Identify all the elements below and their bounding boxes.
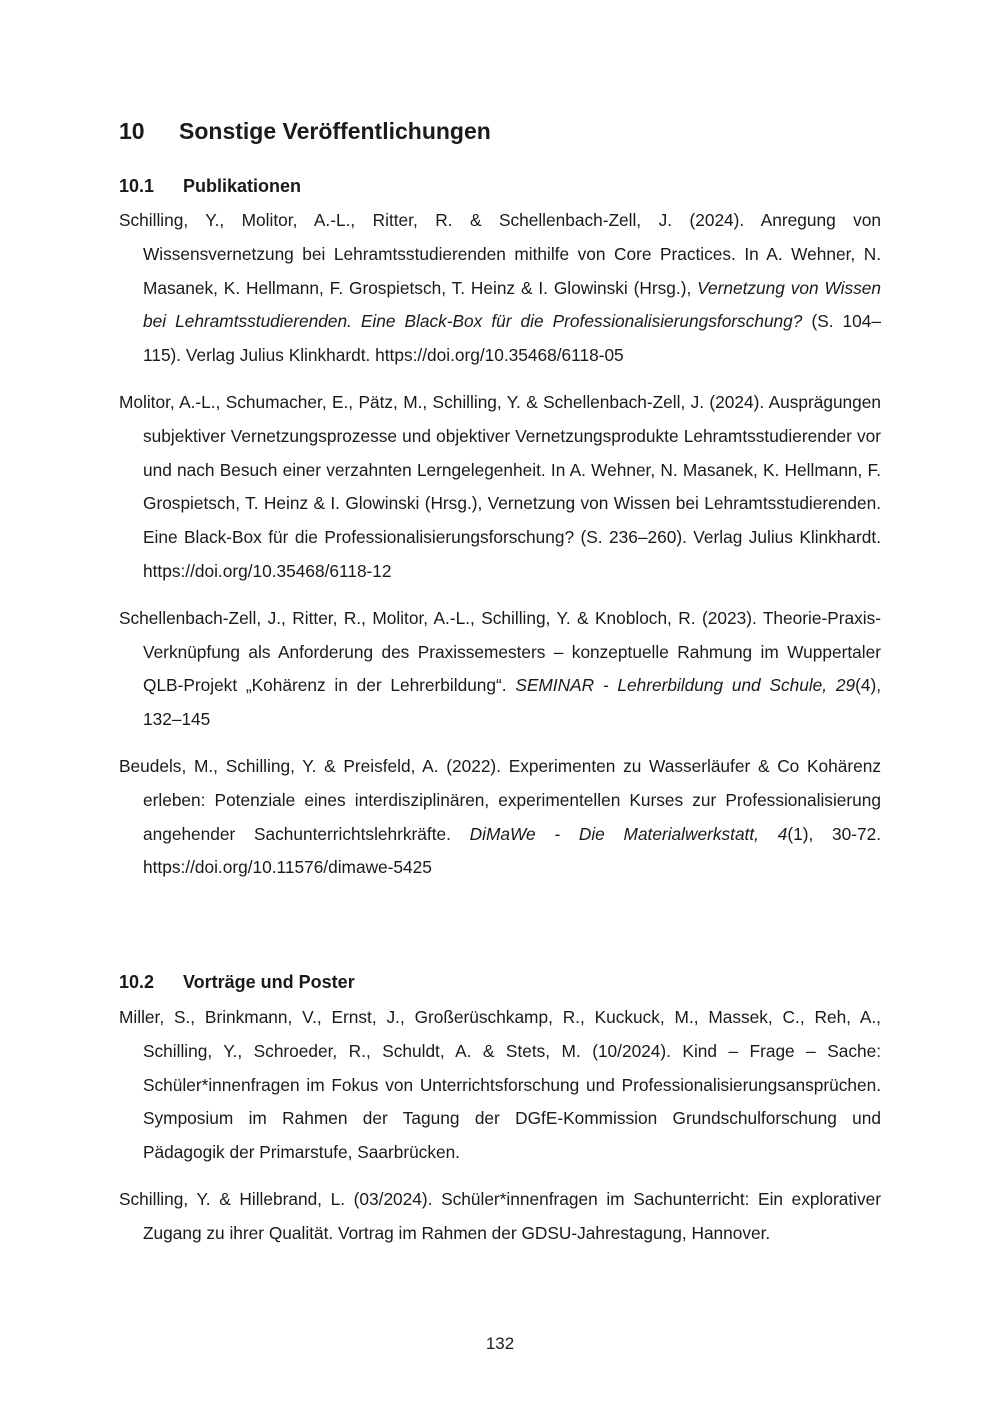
reference-text: Miller, S., Brinkmann, V., Ernst, J., Großerüschkamp, R., Kuckuck, M., Massek, C., Reh, A., Schilling, Y., Schroeder, R., Schuldt, A. & Stets, M. (10/2024). Kind – Frage – Sache: Schüler*innenfragen im Fokus von Unterrichtsforschung und Professionalisierungsansprüchen. Symposium im Rahmen der Tagung der DGfE-Kommission Grundschulforschung und Pädagogik der Primarstufe, Saarbrücken.	[119, 1007, 881, 1163]
reference-entry	[119, 1183, 881, 1251]
subsection-title: Vorträge und Poster	[183, 972, 355, 992]
subsection-number: 10.2	[119, 972, 155, 992]
reference-text: Beudels, M., Schilling, Y. & Preisfeld, A. (2022). Experimenten zu Wasserläufer & Co Kohärenz erleben: Potenziale eines interdisziplinären, experimentellen Kurses zur Professionalisierung angehender Sachunterrichtslehrkräfte.	[119, 755, 881, 844]
subsection-heading-vortraege	[119, 972, 355, 993]
talk-list	[119, 1001, 881, 1264]
reference-text: Schilling, Y. & Hillebrand, L. (03/2024). Schüler*innenfragen im Sachunterricht: Ein explorativer Zugang zu ihrer Qualität. Vortrag im Rahmen der GDSU-Jahrestagung, Hannover.	[119, 1188, 881, 1243]
reference-text: Schilling, Y., Molitor, A.-L., Ritter, R. & Schellenbach-Zell, J. (2024). Anregung von Wissensvernetzung bei Lehramtsstudierenden mithilfe von Core Practices. In A. Wehner, N. Masanek, K. Hellmann, F. Grospietsch, T. Heinz & I. Glowinski (Hrsg.),	[119, 210, 881, 298]
reference-entry	[119, 602, 881, 737]
reference-details: (4), 132–145	[143, 675, 881, 730]
reference-text: Molitor, A.-L., Schumacher, E., Pätz, M., Schilling, Y. & Schellenbach-Zell, J. (2024). Ausprägungen subjektiver Vernetzungsprozesse und objektiver Vernetzungsprodukte Lehramtsstudierender vor und nach Besuch einer verzahnten Lerngelegenheit. In A. Wehner, N. Masanek, K. Hellmann, F. Grospietsch, T. Heinz & I. Glowinski (Hrsg.), Vernetzung von Wissen bei Lehramtsstudierenden. Eine Black-Box für die Professionalisierungsforschung? (S. 236–260). Verlag Julius Klinkhardt. https://doi.org/10.35468/6118-12	[119, 391, 881, 581]
reference-entry	[119, 386, 881, 589]
publication-list	[119, 204, 881, 898]
subsection-number: 10.1	[119, 176, 155, 196]
reference-entry	[119, 1001, 881, 1170]
reference-text: Schellenbach-Zell, J., Ritter, R., Molitor, A.-L., Schilling, Y. & Knobloch, R. (2023). Theorie-Praxis-Verknüpfung als Anforderung des Praxissemesters – konzeptuelle Rahmung im Wuppertaler QLB-Projekt „Kohärenz in der Lehrerbildung“.	[119, 607, 881, 696]
reference-details: (1), 30-72. https://doi.org/10.11576/dimawe-5425	[143, 823, 882, 878]
section-number: 10	[119, 118, 145, 144]
section-title: Sonstige Veröffentlichungen	[179, 118, 491, 144]
subsection-heading-publikationen	[119, 176, 301, 197]
page-number: 132	[485, 1334, 515, 1353]
reference-entry	[119, 204, 881, 373]
reference-title-italic: DiMaWe - Die Materialwerkstatt, 4	[469, 823, 788, 844]
section-heading	[119, 118, 491, 145]
reference-title-italic: SEMINAR - Lehrerbildung und Schule, 29	[515, 675, 856, 696]
reference-entry	[119, 750, 881, 885]
subsection-title: Publikationen	[183, 176, 302, 196]
reference-details: (S. 104–115). Verlag Julius Klinkhardt. https://doi.org/10.35468/6118-05	[143, 311, 882, 366]
reference-title-italic: Vernetzung von Wissen bei Lehramtsstudierenden. Eine Black-Box für die Professionalisierungsforschung?	[143, 277, 881, 332]
